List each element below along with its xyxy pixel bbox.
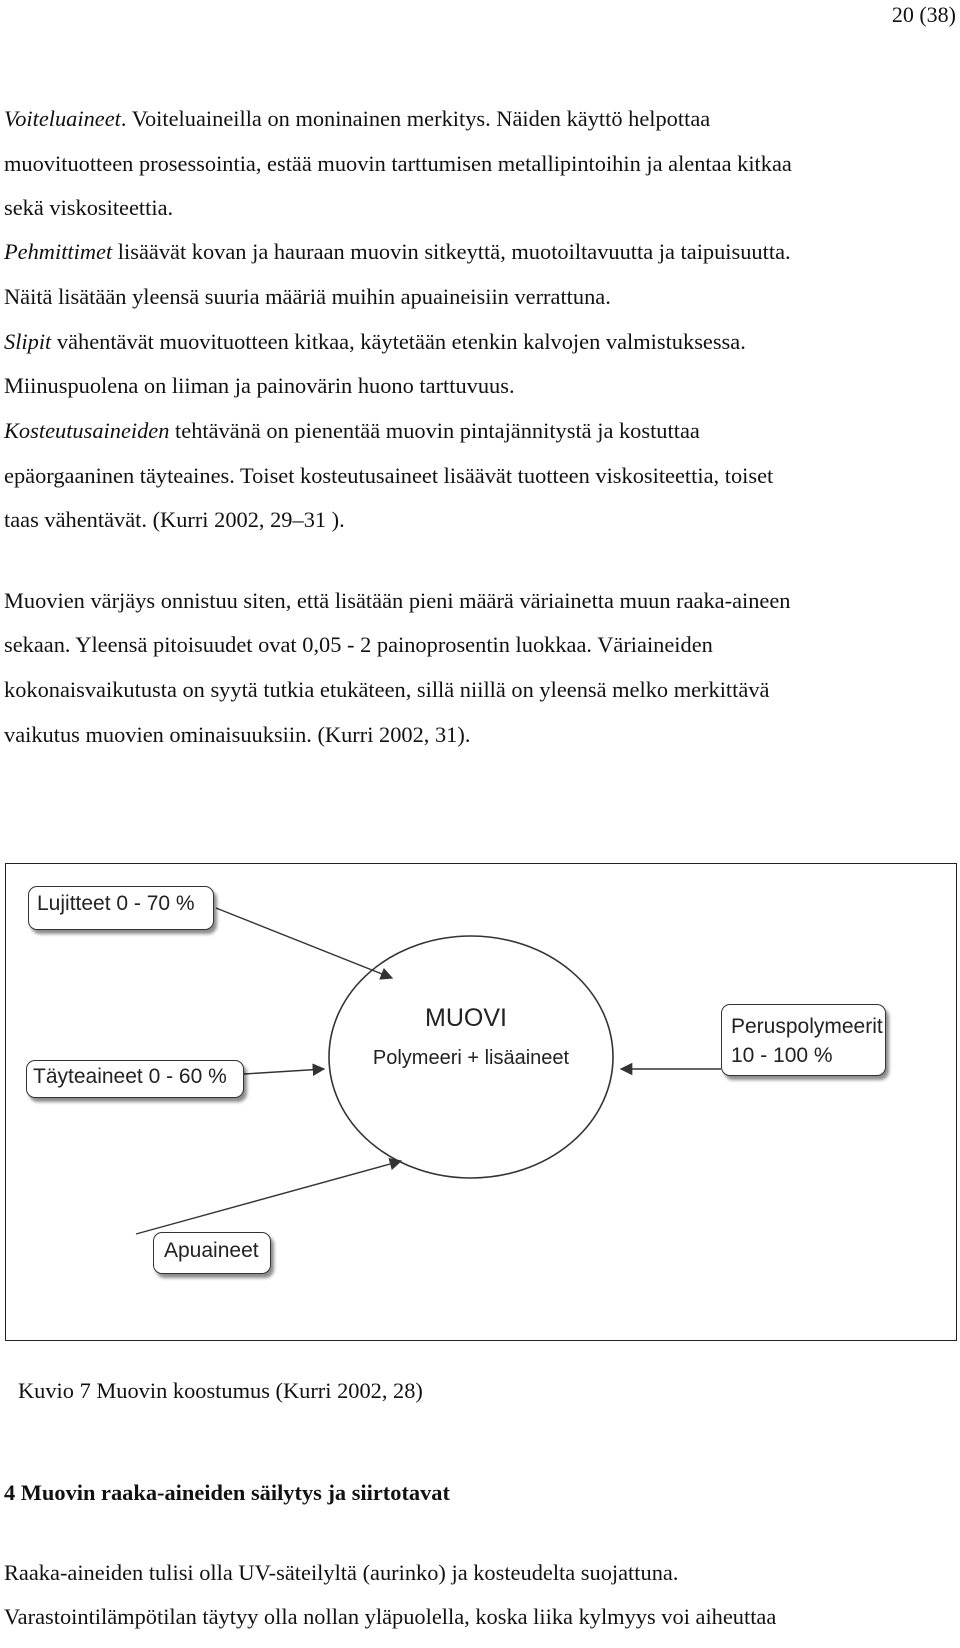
box-base-polymers <box>721 1004 886 1076</box>
paragraph1-line-7 <box>4 375 515 397</box>
box-label: Apuaineet <box>164 1239 259 1262</box>
diagram-canvas <box>6 864 956 1340</box>
term-italic: Kosteutusaineiden <box>4 418 170 443</box>
paragraph1-line-9 <box>4 465 773 487</box>
muovi-title: MUOVI <box>425 1004 507 1032</box>
composition-diagram <box>5 863 957 1341</box>
line-text: muovituotteen prosessointia, estää muovin tarttumisen metallipintoihin ja alentaa kitkaa <box>4 151 792 176</box>
arrow-fillers <box>244 1069 324 1074</box>
paragraph2-line-4: vaikutus muovien ominaisuuksiin. (Kurri 2002, 31). <box>4 722 471 747</box>
box-reinforcements <box>28 886 214 930</box>
line-text: . Voiteluaineilla on moninainen merkitys. Näiden käyttö helpottaa <box>120 106 711 131</box>
box-additives <box>153 1232 271 1274</box>
paragraph3-line-2: Varastointilämpötilan täytyy olla nollan yläpuolella, koska liika kylmyys voi aiheuttaa <box>4 1604 777 1629</box>
paragraph1-line-6 <box>4 331 746 353</box>
paragraph3-line-1: Raaka-aineiden tulisi olla UV-säteilyltä (aurinko) ja kosteudelta suojattuna. <box>4 1560 679 1585</box>
paragraph2-line-2: sekaan. Yleensä pitoisuudet ovat 0,05 - 2 painoprosentin luokkaa. Väriaineiden <box>4 632 713 657</box>
paragraph1-line-1 <box>4 108 710 130</box>
box-fillers <box>26 1060 244 1098</box>
box-label-line-2: 10 - 100 % <box>731 1044 833 1068</box>
paragraph2-line-1: Muovien värjäys onnistuu siten, että lisätään pieni määrä väriainetta muun raaka-aineen <box>4 588 791 613</box>
muovi-subtitle: Polymeeri + lisäaineet <box>372 1047 570 1069</box>
paragraph2-line-3: kokonaisvaikutusta on syytä tutkia etukäteen, sillä niillä on yleensä melko merkittävä <box>4 677 770 702</box>
line-text: Näitä lisätään yleensä suuria määriä muihin apuaineisiin verrattuna. <box>4 284 611 309</box>
section-heading: 4 Muovin raaka-aineiden säilytys ja siirtotavat <box>4 1480 450 1505</box>
paragraph1-line-10 <box>4 509 345 531</box>
paragraph1-line-8 <box>4 420 700 442</box>
arrow-reinforcements <box>216 908 392 978</box>
paragraph1-line-2 <box>4 153 792 175</box>
box-label-line-1: Peruspolymeerit <box>731 1015 883 1038</box>
line-text: tehtävänä on pienentää muovin pintajännitystä ja kostuttaa <box>169 418 700 443</box>
paragraph1-line-3 <box>4 197 173 219</box>
line-text: lisäävät kovan ja hauraan muovin sitkeyttä, muotoiltavuutta ja taipuisuutta. <box>112 239 791 264</box>
line-text: epäorgaaninen täyteaines. Toiset kosteutusaineet lisäävät tuotteen viskositeettia, toiset <box>4 463 774 488</box>
box-label: Lujitteet 0 - 70 % <box>37 892 195 915</box>
term-italic: Voiteluaineet <box>4 106 121 131</box>
term-italic: Pehmittimet <box>4 239 113 264</box>
term-italic: Slipit <box>4 329 52 354</box>
line-text: sekä viskositeettia. <box>4 195 174 220</box>
page-number: 20 (38) <box>891 2 956 27</box>
box-label: Täyteaineet 0 - 60 % <box>33 1065 227 1088</box>
line-text: vähentävät muovituotteen kitkaa, käytetään etenkin kalvojen valmistuksessa. <box>51 329 746 354</box>
arrow-additives <box>136 1161 401 1234</box>
paragraph1-line-4 <box>4 241 791 263</box>
figure-caption: Kuvio 7 Muovin koostumus (Kurri 2002, 28) <box>18 1378 423 1403</box>
line-text: taas vähentävät. (Kurri 2002, 29–31 ). <box>4 507 345 532</box>
paragraph1-line-5 <box>4 286 611 308</box>
line-text: Miinuspuolena on liiman ja painovärin huono tarttuvuus. <box>4 373 515 398</box>
